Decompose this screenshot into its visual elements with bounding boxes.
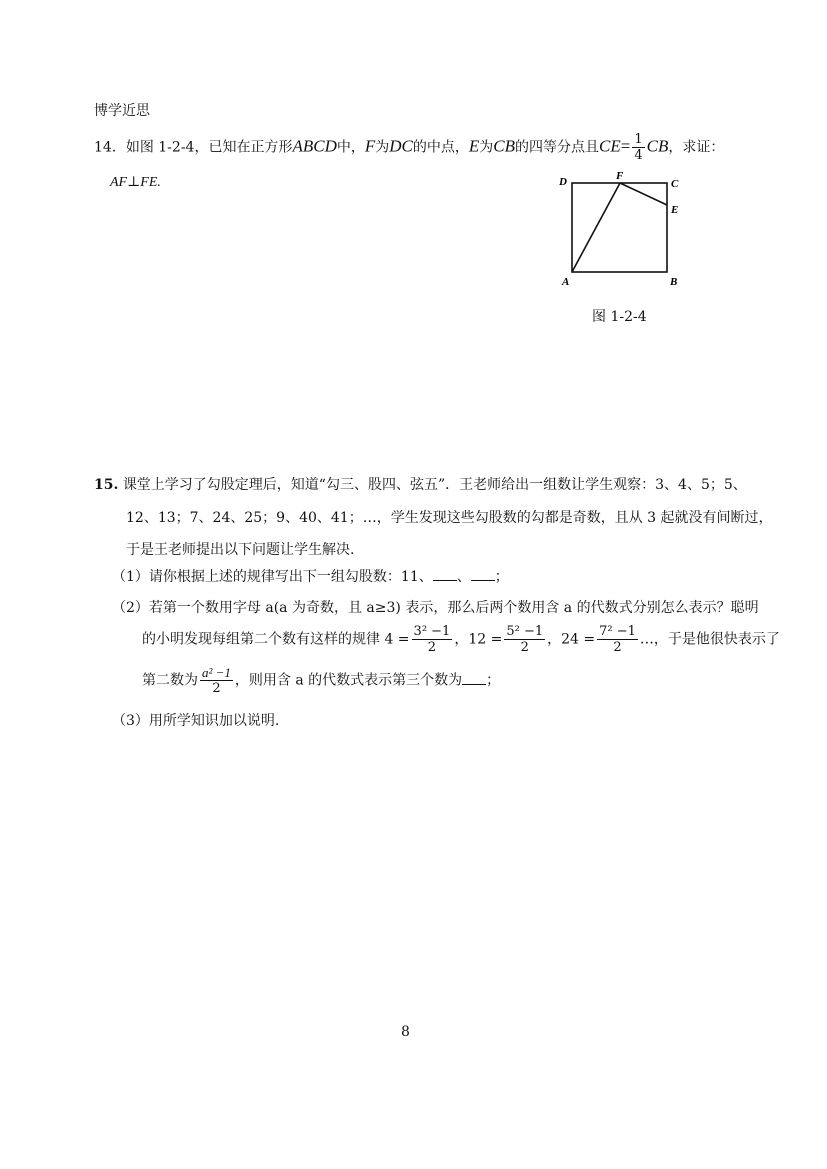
fraction-one-quarter: $\frac{1}{4}$	[634, 132, 643, 163]
question-14-number: 14．	[94, 139, 126, 156]
figure-caption: 图 1-2-4	[592, 309, 647, 325]
answer-blank-2[interactable]	[471, 568, 495, 581]
square-outline	[572, 183, 667, 272]
fraction-3-squared: $\frac{\text{3² −1}}{2}$	[413, 624, 451, 655]
question-15-part-2-line-1: （2）若第一个数用字母 a(a 为奇数，且 a≥3) 表示，那么后两个数用含 a 的代数式分别怎么表示？聪明	[112, 600, 759, 616]
question-15-part-2-line-2: 的小明发现每组第二个数有这样的规律 4 = $\frac{\text{3² −1}}{2}$ ，12 = $\frac{\text{5² −1}}{2}$ ，24 = $\frac{\text{7² −1}}{2}$ …，于是他很快表示了	[142, 624, 780, 655]
label-d: D	[559, 176, 567, 188]
segment-af	[572, 183, 620, 272]
fraction-a-squared: $\frac{\text{a² −1}}{2}$	[202, 665, 231, 696]
label-b: B	[670, 276, 678, 288]
question-14-conclusion: AF⊥FE.	[110, 175, 161, 190]
question-14-statement: 14．如图 1-2-4，已知在正方形ABCD中，F为DC的中点，E为CB的四等分点且CE= $\frac{1}{4}$ CB，求证：	[94, 132, 725, 163]
question-15-part-3: （3）用所学知识加以说明.	[112, 713, 280, 729]
question-15-line-1: 15. 课堂上学习了勾股定理后，知道“勾三、股四、弦五”．王老师给出一组数让学生观察：3、4、5；5、	[94, 477, 747, 493]
question-15-part-2-line-3: 第二数为 $\frac{\text{a² −1}}{2}$ ，则用含 a 的代数式表示第三个数为 ；	[142, 665, 501, 696]
page-header-brand: 博学近思	[94, 103, 150, 119]
question-15-part-1: （1）请你根据上述的规律写出下一组勾股数：11、 、 ；	[112, 569, 509, 585]
segment-fe	[620, 183, 667, 205]
figure-square-abcd	[556, 170, 686, 290]
label-f: F	[616, 170, 624, 182]
question-15-number: 15.	[94, 477, 119, 493]
question-15-line-3: 于是王老师提出以下问题让学生解决.	[126, 542, 355, 558]
label-e: E	[671, 204, 679, 216]
fraction-5-squared: $\frac{\text{5² −1}}{2}$	[506, 624, 544, 655]
question-15-line-2: 12、13；7、24、25；9、40、41；…，学生发现这些勾股数的勾都是奇数，且从 3 起就没有间断过，	[126, 510, 773, 526]
label-a: A	[562, 276, 570, 288]
answer-blank-1[interactable]	[433, 568, 457, 581]
answer-blank-3[interactable]	[462, 672, 486, 685]
page-number: 8	[401, 1024, 410, 1040]
fraction-7-squared: $\frac{\text{7² −1}}{2}$	[599, 624, 636, 655]
label-c: C	[671, 178, 679, 190]
